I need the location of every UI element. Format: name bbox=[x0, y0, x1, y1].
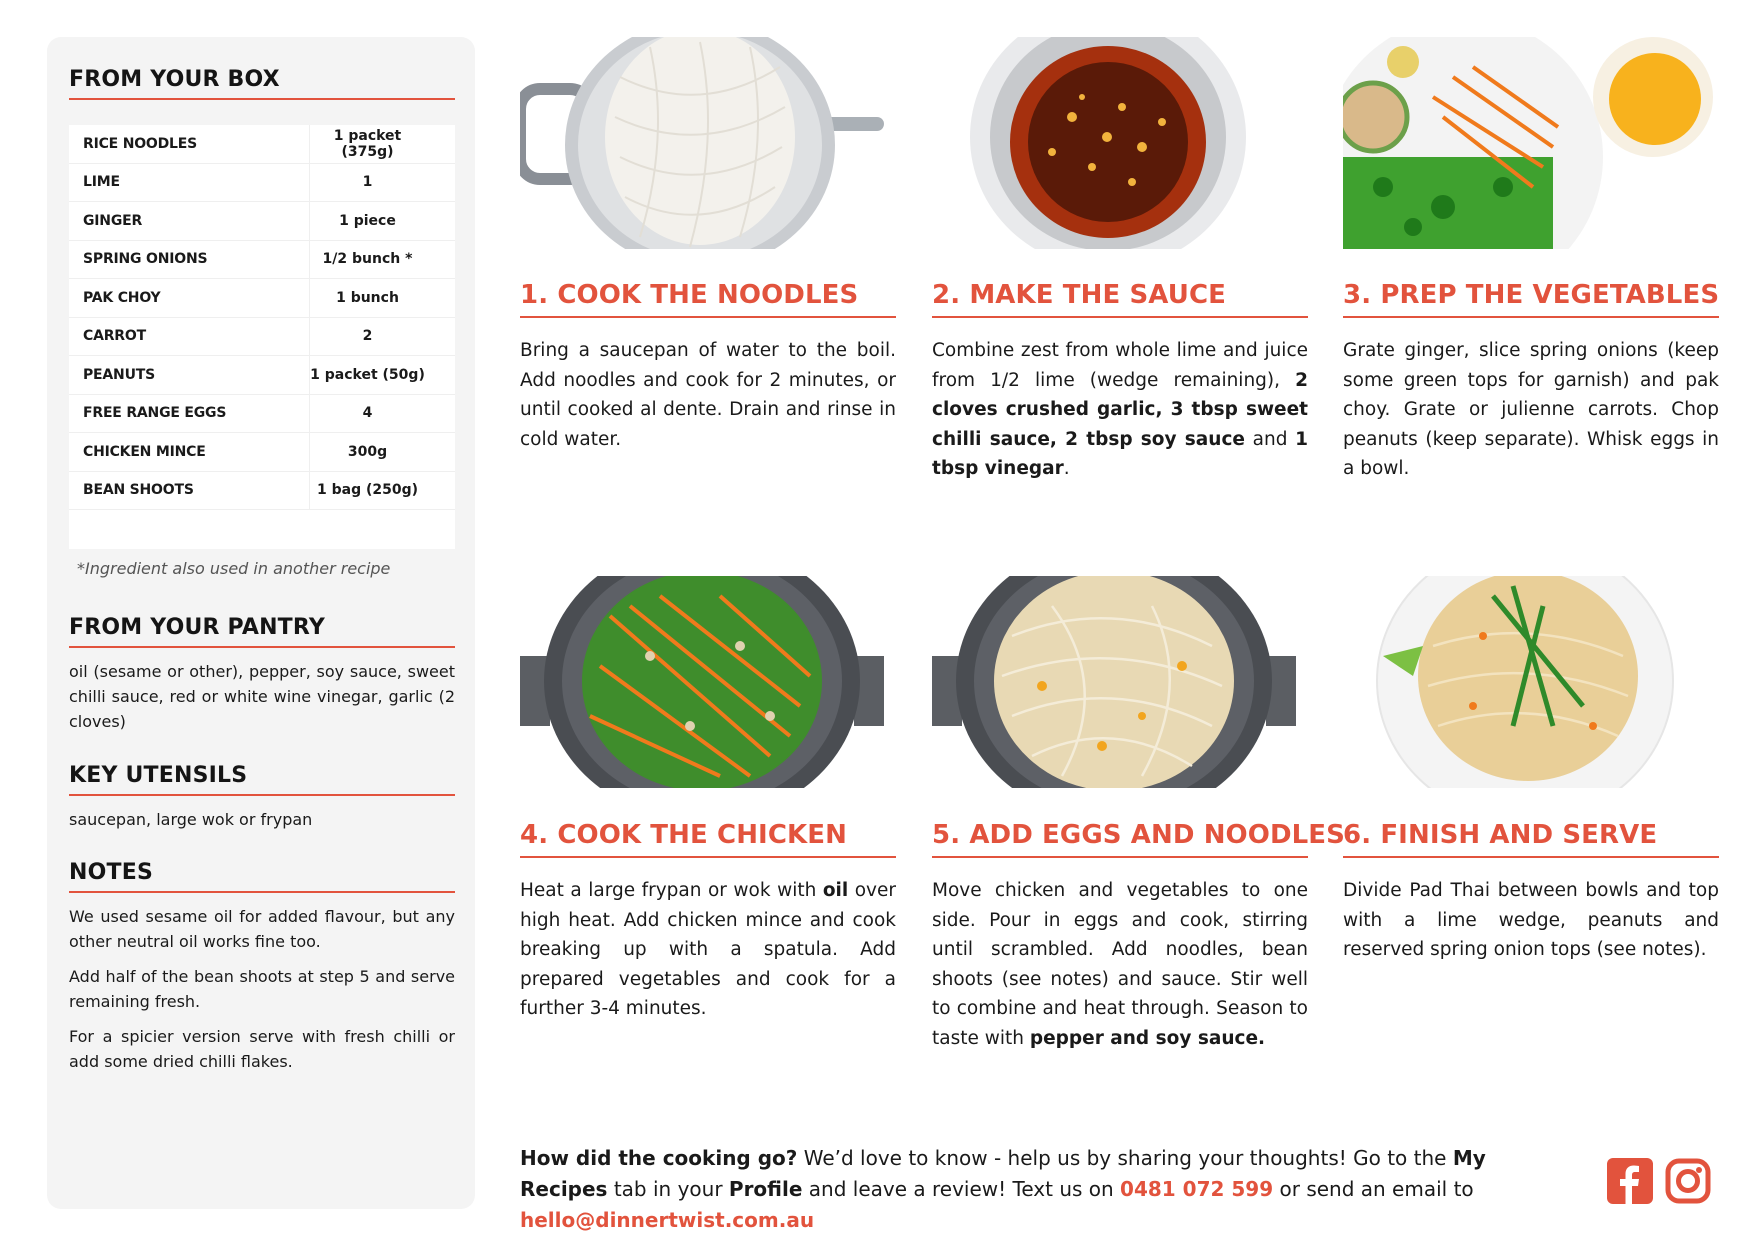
step-5-text-bold: pepper and soy sauce. bbox=[1029, 1027, 1266, 1049]
step-5-text-part: Move chicken and vegetables to one side. Pour in eggs and cook, stirring until scrambled. Add noodles, bean shoots (see notes) and sauce. Stir well to combine and heat through. Season to taste with bbox=[932, 880, 1308, 1049]
footer-text: We’d love to know - help us by sharing your thoughts! Go to the bbox=[797, 1146, 1453, 1170]
footer-text: or send an email to bbox=[1273, 1177, 1474, 1201]
notes-list bbox=[69, 904, 455, 1084]
step-4-title: 4. COOK THE CHICKEN bbox=[520, 820, 896, 858]
ingredient-qty: 1 bbox=[309, 164, 455, 202]
ingredient-qty: 1/2 bunch * bbox=[309, 241, 455, 279]
note-item: We used sesame oil for added flavour, but any other neutral oil works fine too. bbox=[69, 907, 455, 951]
step-2-title: 2. MAKE THE SAUCE bbox=[932, 280, 1308, 318]
step-4-text bbox=[520, 876, 896, 1024]
utensils-text: saucepan, large wok or frypan bbox=[69, 810, 313, 829]
ingredient-name: CHICKEN MINCE bbox=[83, 443, 206, 460]
feedback-question: How did the cooking go? bbox=[520, 1146, 798, 1170]
step-4-text-part: Heat a large frypan or wok with bbox=[520, 880, 823, 901]
step-6-title: 6. FINISH AND SERVE bbox=[1343, 820, 1719, 858]
table-row bbox=[69, 395, 455, 434]
ingredient-qty: 1 bunch bbox=[309, 279, 455, 317]
ingredient-name: PAK CHOY bbox=[83, 289, 161, 306]
noodles-in-strainer-image bbox=[520, 37, 884, 249]
ingredient-qty: 1 packet (375g) bbox=[309, 125, 455, 163]
table-row bbox=[69, 472, 455, 511]
feedback-footer bbox=[520, 1143, 1580, 1236]
ingredient-qty: 1 bag (250g) bbox=[309, 472, 455, 510]
facebook-icon[interactable] bbox=[1607, 1158, 1653, 1204]
ingredient-name: FREE RANGE EGGS bbox=[83, 405, 227, 422]
profile-label: Profile bbox=[728, 1177, 803, 1201]
table-row bbox=[69, 241, 455, 280]
step-6-text: Divide Pad Thai between bowls and top with a lime wedge, peanuts and reserved spring onion tops (see notes). bbox=[1343, 880, 1719, 960]
ingredient-name: RICE NOODLES bbox=[83, 135, 198, 152]
ingredient-qty: 4 bbox=[309, 395, 455, 433]
table-row bbox=[69, 318, 455, 357]
ingredient-name: CARROT bbox=[83, 328, 146, 345]
my-recipes-label: My Recipes bbox=[520, 1146, 1486, 1201]
step-3-text: Grate ginger, slice spring onions (keep some green tops for garnish) and pak choy. Grate or julienne carrots. Chop peanuts (keep separate). Whisk eggs in a bowl. bbox=[1343, 340, 1719, 479]
box-ingredients-table bbox=[69, 125, 455, 549]
ingredient-name: BEAN SHOOTS bbox=[83, 482, 194, 499]
table-row bbox=[69, 279, 455, 318]
footer-text: and leave a review! Text us on bbox=[802, 1177, 1121, 1201]
step-2-text-part: . bbox=[1063, 458, 1070, 479]
table-row bbox=[69, 164, 455, 203]
from-your-box-heading: FROM YOUR BOX bbox=[69, 67, 455, 100]
step-3-title: 3. PREP THE VEGETABLES bbox=[1343, 280, 1719, 318]
step-4-text-bold: oil bbox=[822, 880, 849, 901]
box-footnote: *Ingredient also used in another recipe bbox=[77, 559, 391, 578]
note-item: Add half of the bean shoots at step 5 and serve remaining fresh. bbox=[69, 967, 455, 1011]
noodles-in-wok-image bbox=[932, 576, 1296, 788]
step-2-text-part: Combine zest from whole lime and juice from 1/2 lime (wedge remaining), bbox=[932, 340, 1308, 391]
ingredient-name: LIME bbox=[83, 174, 120, 191]
ingredient-qty: 300g bbox=[309, 433, 455, 471]
ingredients-sidebar bbox=[47, 37, 475, 1209]
step-1-title: 1. COOK THE NOODLES bbox=[520, 280, 896, 318]
sauce-in-bowl-image bbox=[932, 37, 1296, 249]
chicken-in-wok-image bbox=[520, 576, 884, 788]
footer-text: tab in your bbox=[607, 1177, 729, 1201]
ingredient-qty: 1 piece bbox=[309, 202, 455, 240]
ingredient-qty: 2 bbox=[309, 318, 455, 356]
email-link[interactable]: hello@dinnertwist.com.au bbox=[520, 1208, 815, 1232]
instagram-icon[interactable] bbox=[1665, 1158, 1711, 1204]
step-4-text-part: over high heat. Add chicken mince and cook breaking up with a spatula. Add prepared vegetables and cook for a further 3-4 minutes. bbox=[520, 880, 896, 1019]
key-utensils-heading: KEY UTENSILS bbox=[69, 763, 455, 796]
ingredient-name: GINGER bbox=[83, 212, 143, 229]
step-2-text bbox=[932, 336, 1308, 484]
step-1-text: Bring a saucepan of water to the boil. Add noodles and cook for 2 minutes, or until cooked al dente. Drain and rinse in cold water. bbox=[520, 340, 896, 450]
phone-link[interactable]: 0481 072 599 bbox=[1120, 1177, 1274, 1201]
from-your-pantry-heading: FROM YOUR PANTRY bbox=[69, 615, 455, 648]
prepped-vegetables-image bbox=[1343, 37, 1713, 249]
ingredient-qty: 1 packet (50g) bbox=[309, 356, 455, 394]
note-item: For a spicier version serve with fresh chilli or add some dried chilli flakes. bbox=[69, 1027, 455, 1071]
table-row bbox=[69, 202, 455, 241]
step-2-text-bold: 1 tbsp vinegar bbox=[932, 428, 1308, 479]
pantry-text: oil (sesame or other), pepper, soy sauce, sweet chilli sauce, red or white wine vinegar, garlic (2 cloves) bbox=[69, 662, 455, 731]
step-2-text-bold: 2 cloves crushed garlic, 3 tbsp sweet chilli sauce, 2 tbsp soy sauce bbox=[932, 369, 1308, 450]
step-2-text-part: and bbox=[1244, 428, 1296, 450]
table-row bbox=[69, 433, 455, 472]
ingredient-name: SPRING ONIONS bbox=[83, 251, 208, 268]
notes-heading: NOTES bbox=[69, 860, 455, 893]
step-5-title: 5. ADD EGGS AND NOODLES bbox=[932, 820, 1308, 858]
table-row bbox=[69, 356, 455, 395]
pad-thai-plate-image bbox=[1343, 576, 1707, 788]
step-5-text bbox=[932, 876, 1308, 1053]
table-row bbox=[69, 125, 455, 164]
ingredient-name: PEANUTS bbox=[83, 366, 155, 383]
